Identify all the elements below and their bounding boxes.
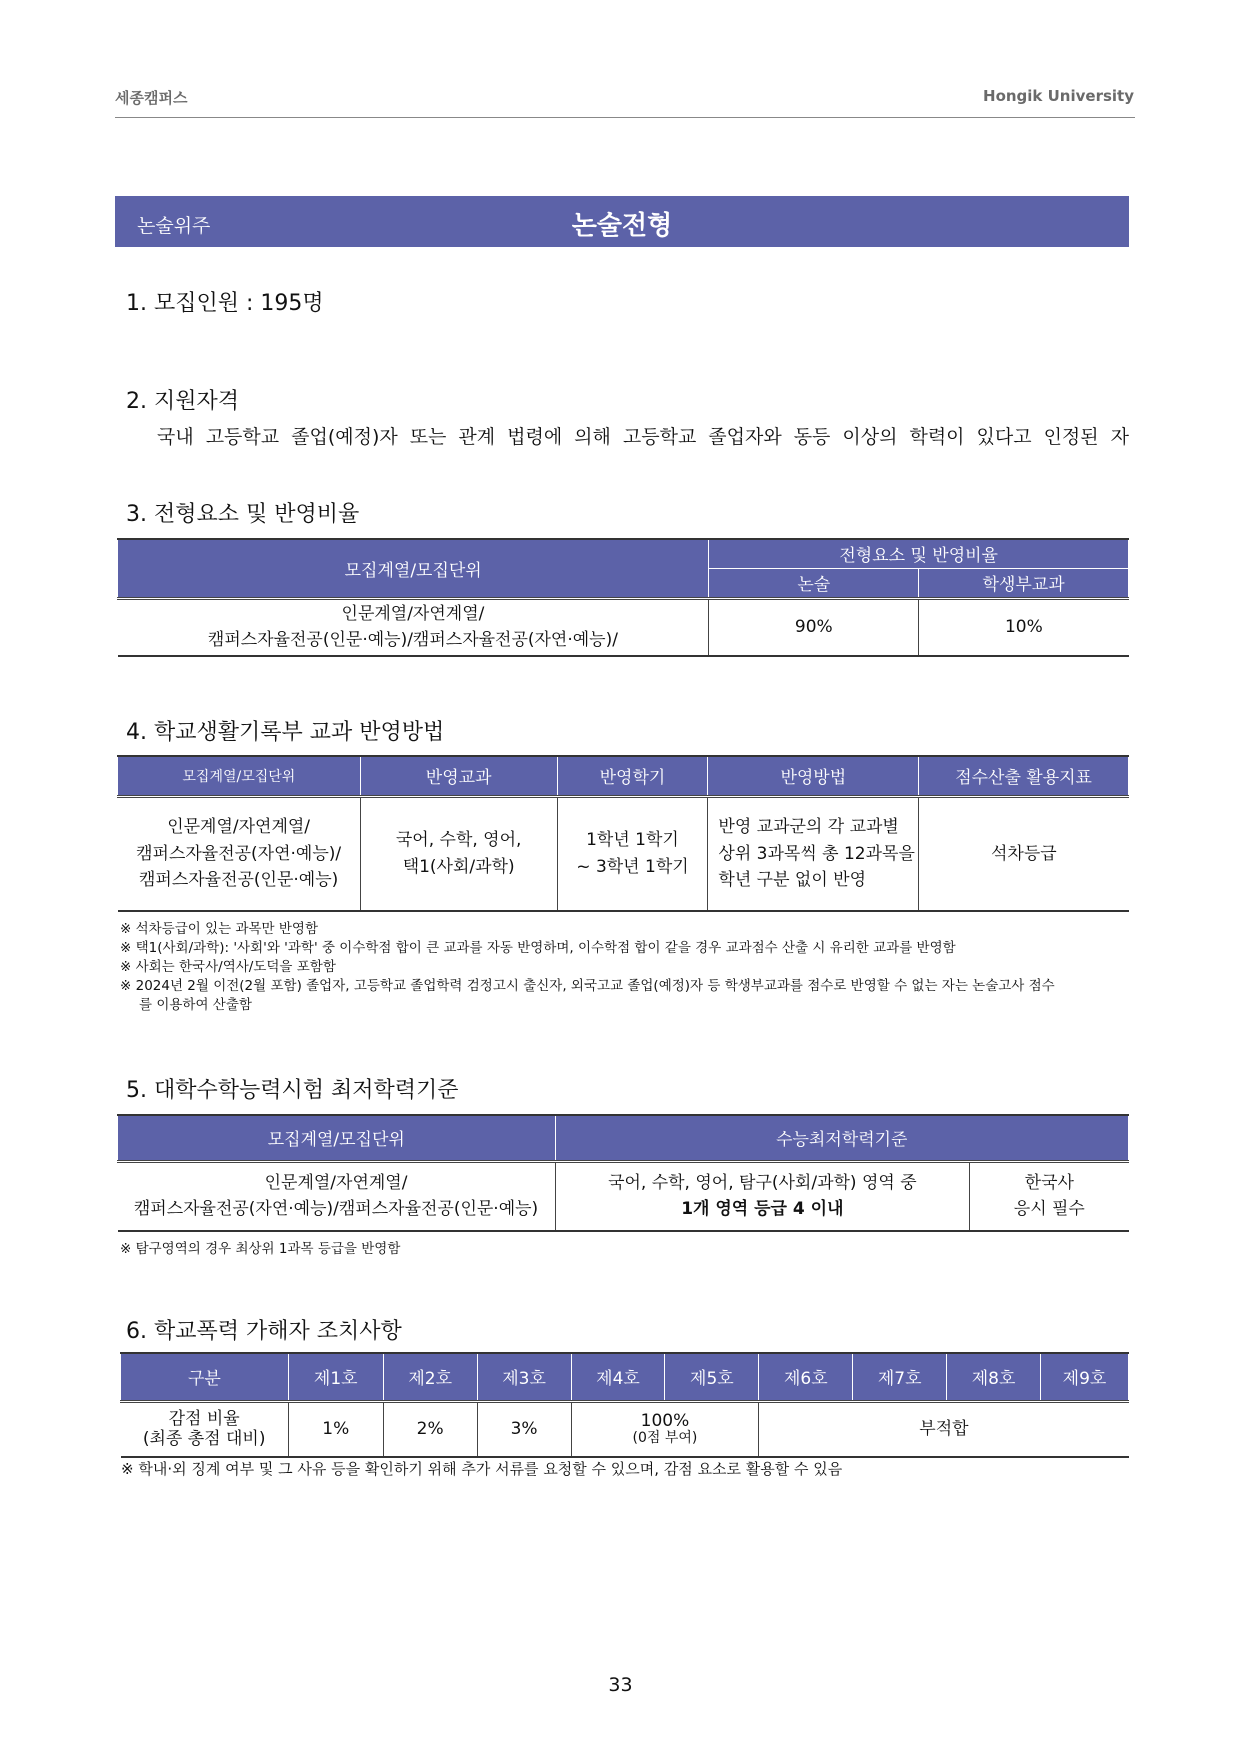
deduction-note: (0점 부여) <box>632 1429 698 1446</box>
subjects-line: 택1(사회/과학) <box>402 856 515 877</box>
university-name: Hongik University <box>983 87 1134 105</box>
header-measure: 제2호 <box>383 1353 477 1401</box>
header-csat-minimum: 수능최저학력기준 <box>555 1115 1128 1161</box>
header-category: 구분 <box>121 1353 289 1401</box>
header-measure: 제5호 <box>665 1353 759 1401</box>
eligibility-heading: 2. 지원자격 <box>126 389 239 414</box>
index-cell: 석차등급 <box>919 796 1129 911</box>
semesters-line: ~ 3학년 1학기 <box>576 856 689 877</box>
unit-line: 캠퍼스자율전공(자연·예능)/캠퍼스자율전공(인문·예능) <box>133 1199 539 1220</box>
subjects-line: 국어, 수학, 영어, <box>395 830 522 851</box>
criteria-cell <box>555 1161 970 1231</box>
deduction-value: 1% <box>288 1401 383 1457</box>
school-violence-table <box>120 1352 1129 1458</box>
semesters-cell <box>557 796 708 911</box>
header-subjects: 반영교과 <box>360 756 557 796</box>
unit-line: 캠퍼스자율전공(인문·예능) <box>138 869 339 890</box>
page-number: 33 <box>608 1674 633 1696</box>
criteria-grade-line: 1개 영역 등급 4 이내 <box>681 1199 844 1220</box>
method-line: 반영 교과군의 각 교과별 <box>718 817 899 838</box>
row-label-line: (최종 총점 대비) <box>142 1429 266 1450</box>
deduction-value: 2% <box>383 1401 477 1457</box>
header-unit: 모집계열/모집단위 <box>118 539 709 598</box>
campus-label: 세종캠퍼스 <box>115 89 188 107</box>
header-measure: 제8호 <box>947 1353 1041 1401</box>
header-unit: 모집계열/모집단위 <box>118 1115 556 1161</box>
unit-cell <box>118 598 709 656</box>
csat-minimum-table <box>117 1114 1129 1232</box>
unit-line: 인문계열/자연계열/ <box>167 817 311 838</box>
header-unit: 모집계열/모집단위 <box>118 756 361 796</box>
ineligible-cell: 부적합 <box>759 1401 1129 1457</box>
header-measure: 제7호 <box>853 1353 947 1401</box>
history-line: 한국사 <box>1024 1172 1074 1193</box>
school-violence-note: ※ 학내·외 징계 여부 및 그 사유 등을 확인하기 위해 추가 서류를 요청할 수 있으며, 감점 요소로 활용할 수 있음 <box>121 1460 843 1478</box>
recruitment-count-heading: 1. 모집인원 : 195명 <box>126 291 324 316</box>
unit-line: 인문계열/자연계열/ <box>264 1172 408 1193</box>
banner-subtitle: 논술위주 <box>137 215 211 237</box>
deduction-value-merged <box>571 1401 759 1457</box>
method-line: 상위 3과목씩 총 12과목을 <box>718 843 915 864</box>
note-line: ※ 석차등급이 있는 과목만 반영함 <box>120 921 319 937</box>
subjects-cell <box>360 796 557 911</box>
deduction-percent: 100% <box>640 1411 690 1432</box>
header-index: 점수산출 활용지표 <box>919 756 1129 796</box>
method-line: 학년 구분 없이 반영 <box>718 869 866 890</box>
row-label-cell <box>121 1401 289 1457</box>
note-line: ※ 택1(사회/과학): '사회'와 '과학' 중 이수학점 합이 큰 교과를 자동 반영하며, 이수학점 합이 같을 경우 교과점수 산출 시 유리한 교과를 반영함 <box>120 940 956 956</box>
header-measure: 제3호 <box>477 1353 571 1401</box>
note-line: ※ 2024년 2월 이전(2월 포함) 졸업자, 고등학교 졸업학력 검정고시 출신자, 외국고교 졸업(예정)자 등 학생부교과를 점수로 반영할 수 없는 자는 논술고사 점수 <box>120 978 1055 994</box>
unit-cell <box>118 1161 556 1231</box>
banner-title: 논술전형 <box>571 211 673 241</box>
selection-ratio-heading: 3. 전형요소 및 반영비율 <box>126 502 360 527</box>
header-semesters: 반영학기 <box>557 756 708 796</box>
header-measure: 제9호 <box>1041 1353 1129 1401</box>
semesters-line: 1학년 1학기 <box>586 830 679 851</box>
unit-line: 캠퍼스자율전공(자연·예능)/ <box>136 843 342 864</box>
csat-minimum-heading: 5. 대학수학능력시험 최저학력기준 <box>126 1078 459 1103</box>
header-measure: 제6호 <box>759 1353 853 1401</box>
header-essay: 논술 <box>709 568 919 598</box>
row-label-line: 감점 비율 <box>168 1408 240 1429</box>
school-record-ratio: 10% <box>919 598 1129 656</box>
note-line-continued: 를 이용하여 산출함 <box>139 997 252 1013</box>
deduction-value: 3% <box>477 1401 571 1457</box>
history-line: 응시 필수 <box>1013 1199 1085 1220</box>
school-violence-heading: 6. 학교폭력 가해자 조치사항 <box>126 1319 402 1344</box>
unit-line: 캠퍼스자율전공(인문·예능)/캠퍼스자율전공(자연·예능)/ <box>207 630 618 651</box>
essay-ratio: 90% <box>709 598 919 656</box>
header-divider <box>115 117 1135 118</box>
note-line: ※ 사회는 한국사/역사/도덕을 포함함 <box>120 959 336 975</box>
header-measure: 제1호 <box>288 1353 383 1401</box>
unit-cell <box>118 796 361 911</box>
method-cell <box>708 796 919 911</box>
eligibility-text: 국내 고등학교 졸업(예정)자 또는 관계 법령에 의해 고등학교 졸업자와 동등 이상의 학력이 있다고 인정된 자 <box>157 426 1129 448</box>
criteria-line: 국어, 수학, 영어, 탐구(사회/과학) 영역 중 <box>608 1172 917 1193</box>
section-banner <box>115 196 1129 247</box>
selection-ratio-table <box>117 538 1129 657</box>
header-measure: 제4호 <box>571 1353 665 1401</box>
school-record-table <box>117 755 1129 912</box>
csat-note: ※ 탐구영역의 경우 최상위 1과목 등급을 반영함 <box>120 1241 401 1257</box>
unit-line: 인문계열/자연계열/ <box>341 603 485 624</box>
header-ratio-group: 전형요소 및 반영비율 <box>709 539 1129 568</box>
korean-history-cell <box>970 1161 1129 1231</box>
header-school-record: 학생부교과 <box>919 568 1129 598</box>
header-method: 반영방법 <box>708 756 919 796</box>
school-record-heading: 4. 학교생활기록부 교과 반영방법 <box>126 720 445 745</box>
